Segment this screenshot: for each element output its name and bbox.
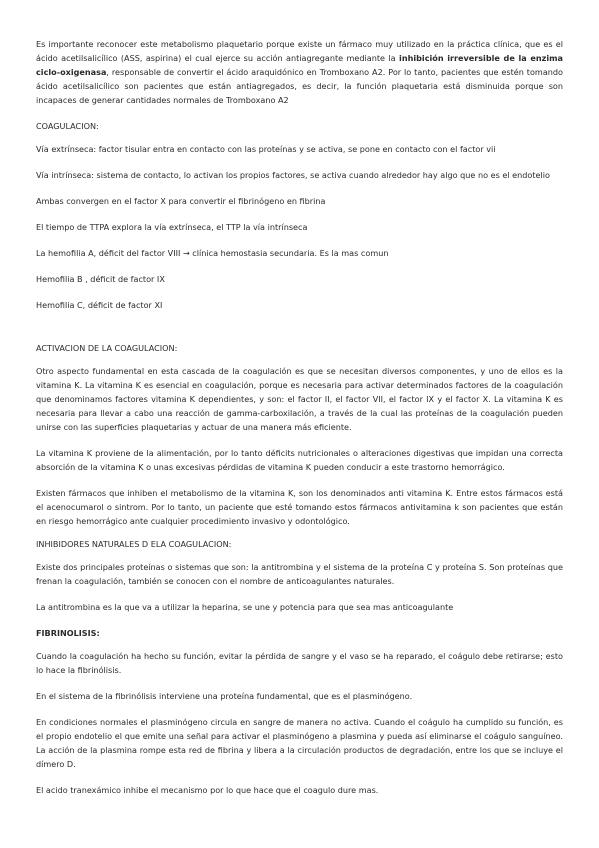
aspirina-text-c: , responsable de convertir el ácido araquidónico en Tromboxano A2. Por lo tanto, pacientes que estén tomando ácido acetilsalicílico son pacientes que están antiagregados, es decir, la función plaquetaria está disminuida porque son incapaces de generar cantidades normales de Tromboxano A2 bbox=[36, 67, 563, 105]
vitamina-k-paragraph-2: La vitamina K proviene de la alimentación, por lo tanto déficits nutricionales o alteraciones digestivas que impidan una correcta absorción de la vitamina K o unas excesivas pérdidas de vitamina K pueden conducir a este trastorno hemorrágico. bbox=[36, 448, 563, 472]
tiempo-ttpa: El tiempo de TTPA explora la vía extrínseca, el TTP la vía intrínseca bbox=[36, 222, 308, 232]
hemofilia-c: Hemofilia C, déficit de factor XI bbox=[36, 300, 163, 310]
inhibidores-paragraph-1: Existe dos principales proteínas o sistemas que son: la antitrombina y el sistema de la proteína C y proteína S. Son proteínas que frenan la coagulación, también se conocen con el nombre de anticoagulantes naturales. bbox=[36, 562, 563, 586]
spacer bbox=[36, 321, 563, 341]
via-extrinseca: Vía extrínseca: factor tisular entra en contacto con las proteínas y se activa, se pone en contacto con el factor vii bbox=[36, 144, 496, 154]
fibrinolisis-paragraph-4: El acido tranexámico inhibe el mecanismo por lo que hace que el coagulo dure mas. bbox=[36, 785, 379, 795]
heading-fibrinolisis: FIBRINOLISIS: bbox=[36, 628, 100, 638]
aspirina-paragraph bbox=[36, 37, 563, 107]
aspirina-text-a: Es importante reconocer este metabolismo plaquetario porque existe un fármaco muy utilizado en la práctica clínica, que es el ácido acetilsalicílico (ASS, aspirina) el cual ejerce su acción antiagregante mediante la bbox=[36, 39, 563, 63]
vitamina-k-paragraph-3: Existen fármacos que inhiben el metabolismo de la vitamina K, son los denominados anti vitamina K. Entre estos fármacos está el acenocumarol o sintrom. Por lo tanto, un paciente que esté tomando estos fármacos antivitamina k son pacientes que están en riesgo hemorrágico ante cualquier procedimiento invasivo y odontológico. bbox=[36, 488, 563, 526]
ambas-convergen: Ambas convergen en el factor X para convertir el fibrinógeno en fibrina bbox=[36, 196, 326, 206]
fibrinolisis-paragraph-3: En condiciones normales el plasminógeno circula en sangre de manera no activa. Cuando el coágulo ha cumplido su función, es el propio endotelio el que emite una señal para activar el plasminógeno a plasmina y pueda así eliminarse el coágulo sanguíneo. La acción de la plasmina rompe esta red de fibrina y libera a la circulación productos de degradación, entre los que se incluye el dímero D. bbox=[36, 717, 563, 769]
hemofilia-b: Hemofilia B , déficit de factor IX bbox=[36, 274, 165, 284]
inhibidores-paragraph-2: La antitrombina es la que va a utilizar la heparina, se une y potencia para que sea mas anticoagulante bbox=[36, 602, 454, 612]
fibrinolisis-paragraph-1: Cuando la coagulación ha hecho su función, evitar la pérdida de sangre y el vaso se ha reparado, el coágulo debe retirarse; esto lo hace la fibrinólisis. bbox=[36, 651, 563, 675]
hemofilia-a: La hemofilia A, déficit del factor VIII → clínica hemostasia secundaria. Es la mas comun bbox=[36, 248, 389, 258]
fibrinolisis-paragraph-2: En el sistema de la fibrinólisis interviene una proteína fundamental, que es el plasminógeno. bbox=[36, 691, 413, 701]
vitamina-k-paragraph-1: Otro aspecto fundamental en esta cascada de la coagulación es que se necesitan diversos componentes, y uno de ellos es la vitamina K. La vitamina K es esencial en coagulación, porque es necesaria para activar determinados factores de la coagulación que denominamos factores vitamina K dependientes, y son: el factor II, el factor VII, el factor IX y el factor X. La vitamina K es necesaria para llevar a cabo una reacción de gamma-carboxilación, a través de la cual las proteínas de la coagulación pueden unirse con las superficies plaquetarias y actuar de una manera más eficiente. bbox=[36, 366, 563, 432]
via-intrinseca: Vía intrínseca: sistema de contacto, lo activan los propios factores, se activa cuando alrededor hay algo que no es el endotelio bbox=[36, 170, 550, 180]
heading-coagulacion: COAGULACION: bbox=[36, 121, 99, 131]
heading-activacion: ACTIVACION DE LA COAGULACION: bbox=[36, 343, 178, 353]
heading-inhibidores: INHIBIDORES NATURALES D ELA COAGULACION: bbox=[36, 539, 232, 549]
aspirina-text-bold: inhibición irreversible de la enzima ciclo-oxigenasa bbox=[36, 53, 563, 77]
